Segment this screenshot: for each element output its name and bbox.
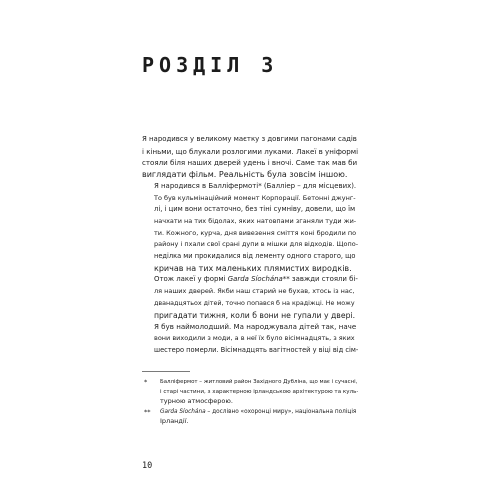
- body-text: [142, 134, 358, 356]
- text-line: і кіньми, що блукали розлогими луками. Лакеї в уніформі: [142, 146, 358, 156]
- text-line: начхати на тих бідолах, яких натовпами зганяли туди жи-: [154, 216, 357, 225]
- footnote-divider: [142, 371, 190, 372]
- text-line: Я народився в Балліфермоті* (Балліер – для місцевих).: [154, 181, 357, 190]
- footnote: [142, 378, 358, 407]
- text-line: кричав на тих маленьких плямистих виродків.: [154, 263, 352, 273]
- text-line: лі, і цим вони остаточно, без тіні сумніву, довели, що їм: [154, 205, 356, 214]
- footnote-marker: *: [144, 378, 148, 386]
- italic-phrase: Garda Síochána: [160, 408, 206, 415]
- text-line: Я був наймолодший. Ма народжувала дітей так, наче: [154, 322, 357, 332]
- text-line: шестеро померли. Вісімнадцять вагітностей у віці від сім-: [154, 345, 358, 354]
- text-line: дванадцятьох дітей, точно попався б на крадіжці. Не можу: [154, 299, 355, 307]
- text-line: пригадати тижня, коли б вони не гупали у двері.: [154, 310, 356, 320]
- text-line: вони виходили з моди, а в неї їх було вісімнадцять, з яких: [154, 333, 355, 342]
- text-line: виглядати фільм. Реальність була зовсім іншою.: [142, 170, 348, 180]
- text-line: ти. Кожного, курча, дня вивезення сміття коні бродили по: [154, 228, 357, 237]
- footnote: [142, 408, 358, 427]
- text-line: стояли біля наших дверей удень і вночі. Саме так мав би: [142, 158, 358, 168]
- text-line: неділка ми прокидалися від лементу одного старого, що: [154, 252, 356, 261]
- text-line: Отож лакеї у формі Garda Síochána** завжди стояли бі-: [154, 275, 358, 284]
- paragraph: [142, 321, 358, 356]
- footnote-line: Балліфермот – житловий район Західного Дубліна, що має і сучасні,: [160, 379, 358, 385]
- footnote-line: Garda Síochána – дослівно «охоронці миру», національна поліція: [160, 408, 357, 415]
- paragraph: [142, 274, 358, 321]
- text-line: Я народився у великому маєтку з довгими пагонами садів: [142, 135, 357, 143]
- footnote-line: Ірландії.: [160, 417, 189, 426]
- text-line: району і пхали свої срані дупи в мішки для відходів. Щопо-: [154, 240, 358, 249]
- footnote-line: і старі частини, з характерною ірландською архітектурою та куль-: [160, 388, 358, 395]
- page-number: 10: [142, 461, 153, 471]
- chapter-title: РОЗДІЛ 3: [142, 53, 279, 77]
- paragraph: [142, 181, 358, 275]
- footnote-line: турною атмосферою.: [160, 397, 233, 406]
- paragraph: [142, 134, 358, 181]
- footnotes: [142, 378, 358, 428]
- text-line: То був кульмінаційний момент Корпорації. Бетонні джунг-: [154, 193, 356, 202]
- text-line: ля наших дверей. Якби наш старий не бухав, хтось із нас,: [154, 287, 355, 296]
- italic-phrase: Garda Síochána: [227, 275, 283, 284]
- footnote-marker: **: [144, 407, 151, 416]
